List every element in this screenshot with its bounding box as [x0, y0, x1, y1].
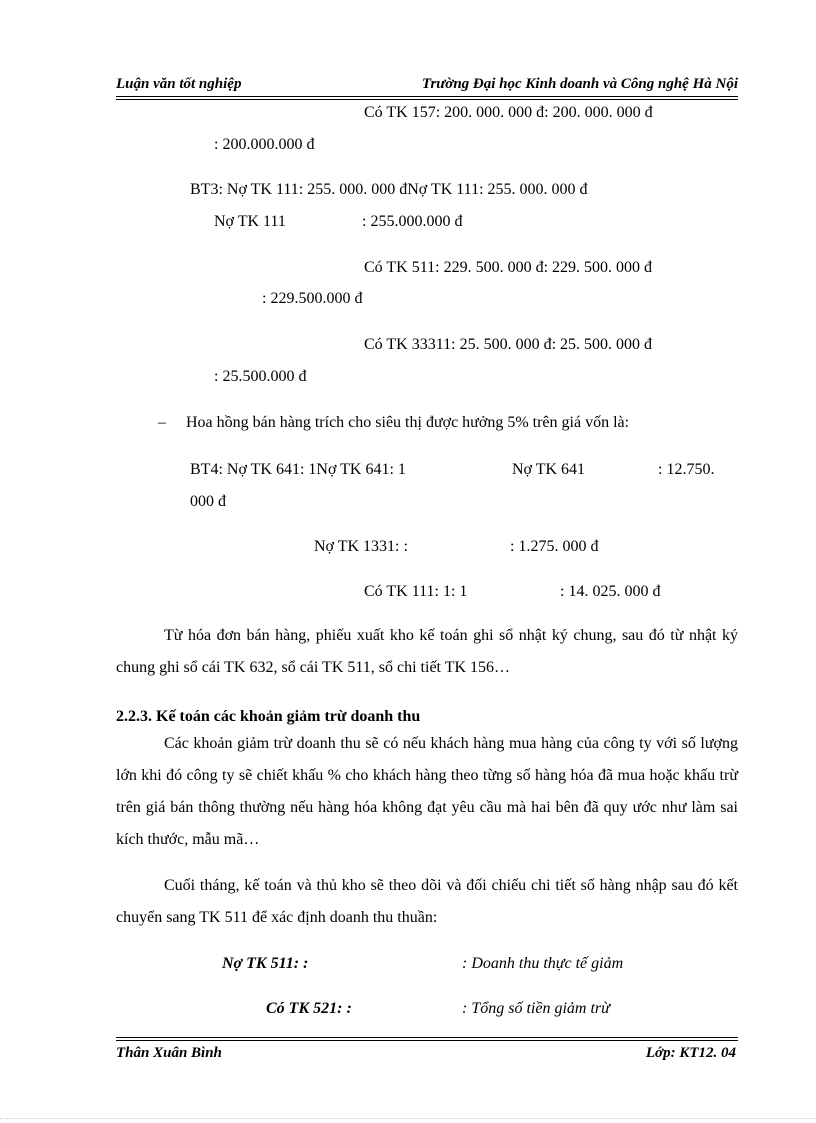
footer-rule-1: [116, 1037, 738, 1038]
paragraph-month-end-text: Cuối tháng, kế toán và thủ kho sẽ theo dõi và đối chiếu chi tiết số hàng nhập sau đó kết chuyển sang TK 511 để xác định doanh thu thuần:: [116, 877, 738, 926]
entry-bt4-no-641: Nợ TK 641: [512, 461, 586, 478]
header-right: Trường Đại học Kinh doanh và Công nghệ Hà Nội: [421, 76, 738, 92]
entry-bt4-value-cont: 000 đ: [190, 493, 226, 510]
entry-co-111-value: : 14. 025. 000 đ: [560, 583, 661, 600]
paragraph-deductions-text: Các khoản giảm trừ doanh thu sẽ có nếu khách hàng mua hàng của công ty với số lượng lớn khi đó công ty sẽ chiết khấu % cho khách hàng theo từng số hàng hóa đã mua hoặc khấu trừ trên giá bán thông thường nếu hàng hóa không đạt yêu cầu mà hai bên đã quy ước như làm sai kích thước, mẫu mã…: [116, 735, 738, 848]
closing-no-511-desc: : Doanh thu thực tế giảm: [462, 955, 624, 972]
footer-rule-2: [116, 1040, 738, 1041]
closing-co-521-label: Có TK 521: :: [266, 1000, 352, 1017]
paragraph-deductions: [116, 728, 738, 856]
entry-co-511-value: : 229.500.000 đ: [262, 290, 363, 307]
section-heading: 2.2.3. Kế toán các khoản giảm trừ doanh thu: [116, 708, 421, 725]
commission-text: Hoa hồng bán hàng trích cho siêu thị được hưởng 5% trên giá vốn là:: [186, 414, 630, 431]
footer-right: Lớp: KT12. 04: [645, 1045, 736, 1061]
header-rule-2: [116, 99, 738, 100]
entry-co-33311-value: : 25.500.000 đ: [214, 368, 307, 385]
closing-no-511-label: Nợ TK 511: :: [222, 955, 309, 972]
entry-co-33311: Có TK 33311: 25. 500. 000 đ: 25. 500. 000 đ: [364, 336, 653, 353]
paragraph-month-end: [116, 870, 738, 934]
header-left: Luận văn tốt nghiệp: [116, 76, 242, 92]
entry-co-111-label: Có TK 111: 1: 1: [364, 583, 468, 600]
page-bottom-divider: [0, 1118, 816, 1119]
entry-bt4: BT4: Nợ TK 641: 1Nợ TK 641: 1: [190, 461, 406, 478]
entry-no-1331-label: Nợ TK 1331: :: [314, 538, 408, 555]
paragraph-ledger-text: Từ hóa đơn bán hàng, phiếu xuất kho kế toán ghi sổ nhật ký chung, sau đó từ nhật ký chung ghi sổ cái TK 632, sổ cái TK 511, sổ chi tiết TK 156…: [116, 627, 738, 676]
entry-no-1331-value: : 1.275. 000 đ: [510, 538, 599, 555]
entry-bt4-value: : 12.750.: [658, 461, 715, 478]
bullet-dash: –: [158, 414, 166, 431]
entry-no-111-label: Nợ TK 111: [214, 213, 286, 230]
closing-co-521-desc: : Tổng số tiền giảm trừ: [462, 1000, 610, 1017]
entry-co-511: Có TK 511: 229. 500. 000 đ: 229. 500. 000 đ: [364, 259, 653, 276]
header-rule-1: [116, 96, 738, 97]
entry-bt3: BT3: Nợ TK 111: 255. 000. 000 đNợ TK 111: 255. 000. 000 đ: [190, 181, 588, 198]
footer-left: Thân Xuân Bình: [116, 1045, 222, 1061]
paragraph-ledger: [116, 620, 738, 684]
entry-co-157: Có TK 157: 200. 000. 000 đ: 200. 000. 000 đ: [364, 104, 653, 121]
entry-no-111-value: : 255.000.000 đ: [362, 213, 463, 230]
entry-co-157-value: : 200.000.000 đ: [214, 136, 315, 153]
